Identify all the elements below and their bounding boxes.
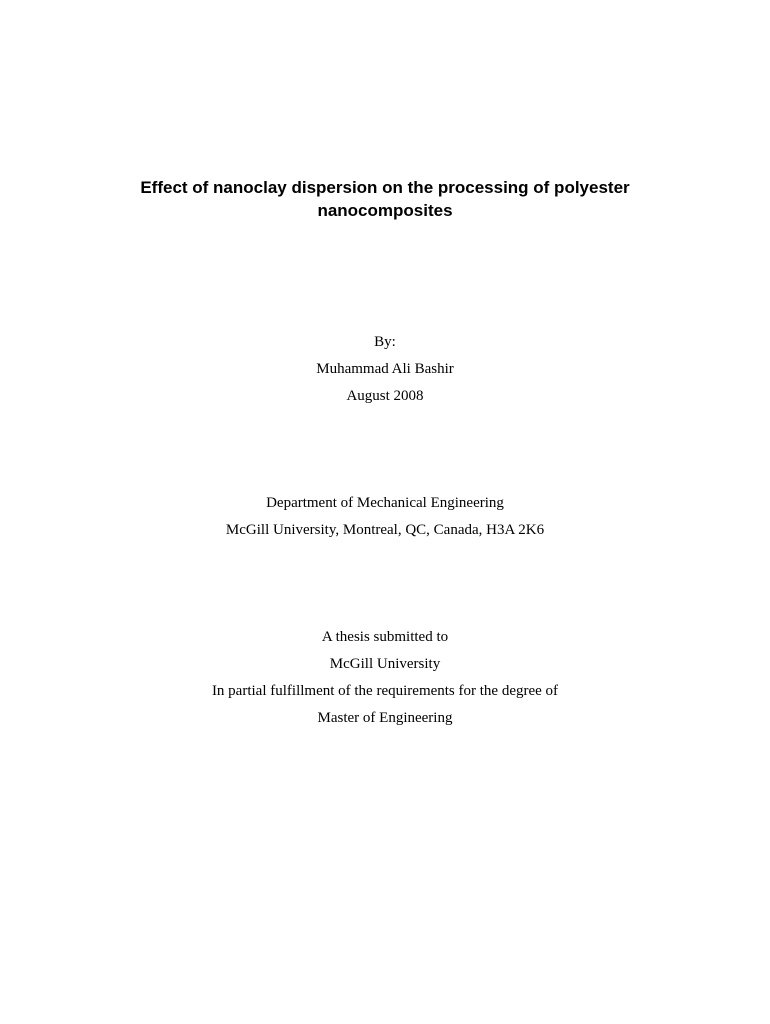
thesis-title — [0, 176, 770, 222]
fulfillment-statement: In partial fulfillment of the requirements for the degree of — [211, 683, 559, 699]
degree-name: Master of Engineering — [317, 710, 453, 726]
department-name: Department of Mechanical Engineering — [266, 495, 504, 511]
submission-date: August 2008 — [346, 388, 424, 404]
university-address: McGill University, Montreal, QC, Canada, H3A 2K6 — [225, 522, 545, 538]
author-block — [0, 329, 770, 410]
author-name: Muhammad Ali Bashir — [316, 361, 454, 377]
by-label: By: — [374, 334, 396, 350]
thesis-statement-block — [0, 624, 770, 732]
department-block — [0, 490, 770, 544]
university-name: McGill University — [329, 656, 441, 672]
thesis-statement: A thesis submitted to — [321, 629, 449, 645]
thesis-title-line-2: nanocomposites — [317, 201, 453, 220]
thesis-title-line-1: Effect of nanoclay dispersion on the processing of polyester — [140, 178, 630, 197]
